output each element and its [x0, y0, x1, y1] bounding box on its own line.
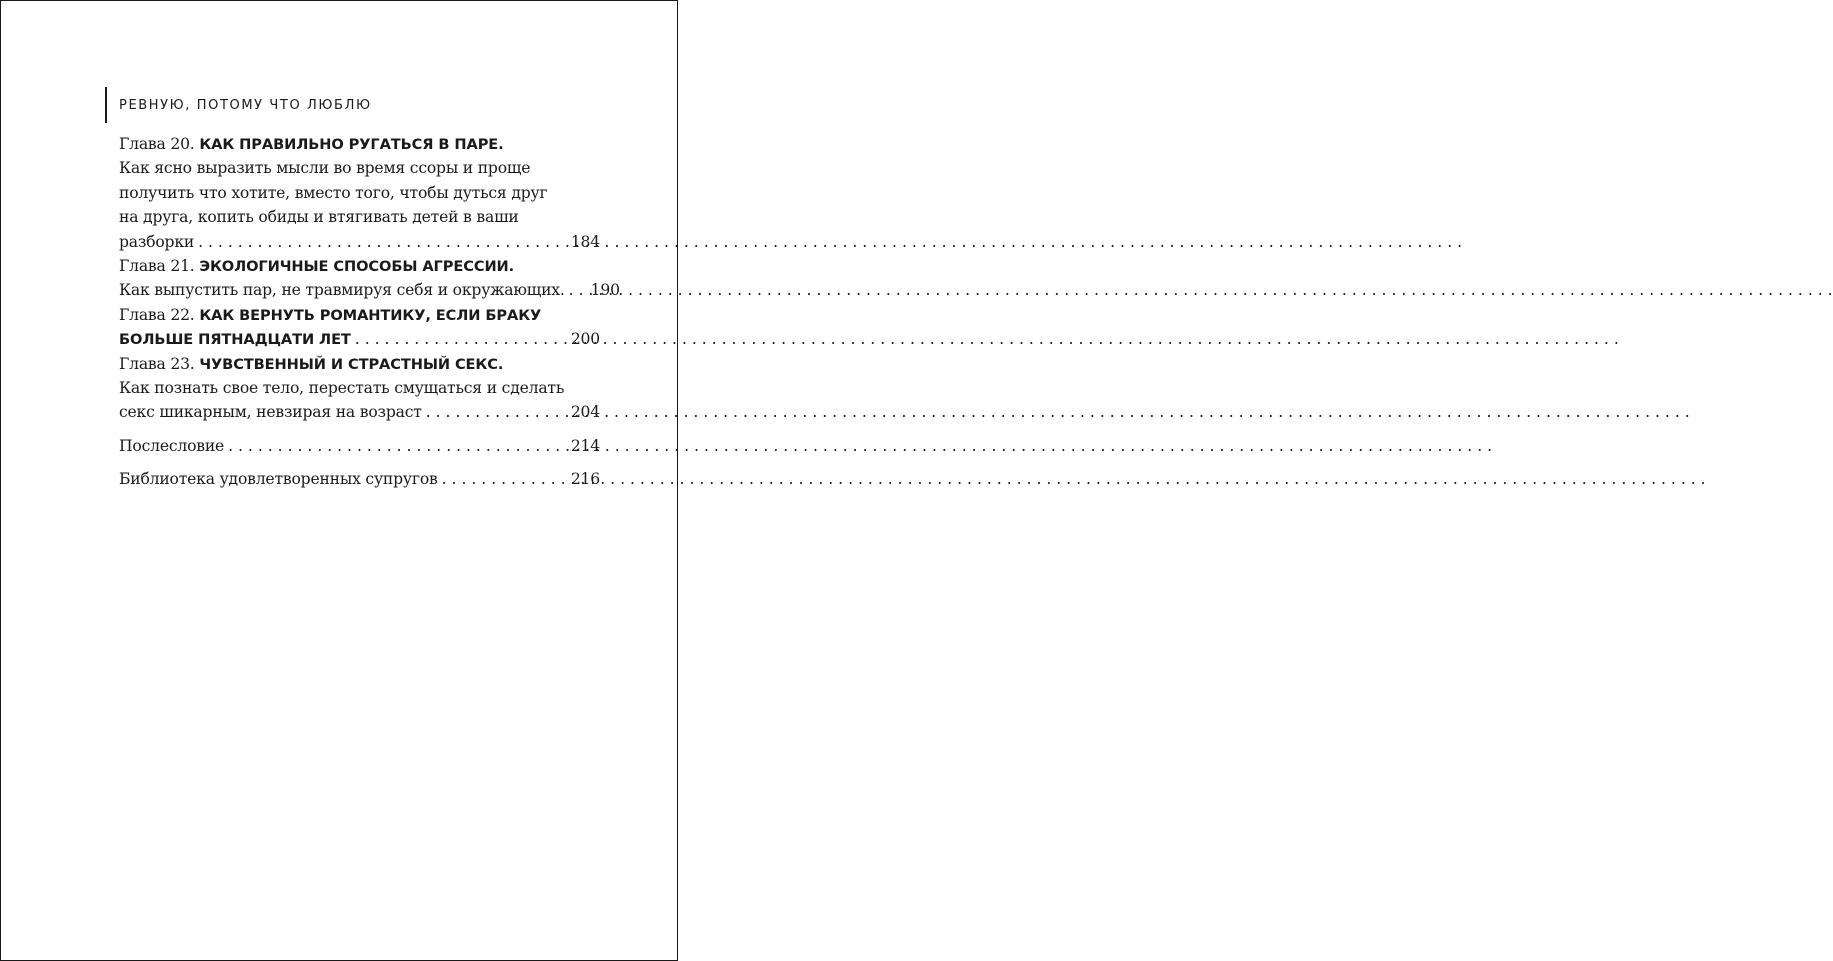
dot-leader	[565, 278, 589, 302]
page-number: 200	[570, 330, 600, 349]
toc-entry-chapter-22	[119, 303, 600, 352]
chapter-description: разборки	[119, 232, 195, 251]
chapter-title: КАК ВЕРНУТЬ РОМАНТИКУ, ЕСЛИ БРАКУ	[199, 306, 542, 324]
dot-leader	[438, 467, 569, 491]
chapter-description: на друга, копить обиды и втягивать детей в ваши	[119, 208, 519, 227]
table-of-contents	[119, 132, 620, 491]
page-number: 184	[570, 232, 600, 251]
dot-leader	[194, 230, 569, 254]
section-title: Библиотека удовлетворенных супругов	[119, 470, 438, 489]
chapter-label: Глава 21.	[119, 256, 195, 275]
toc-entry-library	[119, 467, 600, 491]
page-number: 190	[590, 281, 620, 300]
running-head-rule	[105, 87, 107, 123]
dot-leader	[351, 327, 569, 351]
toc-entry-afterword	[119, 434, 600, 458]
chapter-title: ЭКОЛОГИЧНЫЕ СПОСОБЫ АГРЕССИИ.	[199, 257, 515, 275]
chapter-title: КАК ПРАВИЛЬНО РУГАТЬСЯ В ПАРЕ.	[199, 136, 504, 153]
chapter-label: Глава 22.	[119, 305, 195, 324]
chapter-title: ЧУВСТВЕННЫЙ И СТРАСТНЫЙ СЕКС.	[199, 355, 504, 373]
toc-entry-chapter-23	[119, 352, 600, 425]
chapter-title: БОЛЬШЕ ПЯТНАДЦАТИ ЛЕТ	[119, 331, 351, 349]
chapter-description: Как познать свое тело, перестать смущаться и сделать	[119, 378, 565, 397]
dot-leader	[224, 434, 569, 458]
running-head-title: РЕВНУЮ, ПОТОМУ ЧТО ЛЮБЛЮ	[119, 97, 372, 113]
page-number: 216	[570, 470, 600, 489]
chapter-description: Как ясно выразить мысли во время ссоры и проще	[119, 159, 531, 178]
running-head	[105, 87, 372, 123]
toc-entry-chapter-20	[119, 132, 600, 254]
book-page	[0, 0, 678, 961]
section-title: Послесловие	[119, 436, 225, 455]
chapter-label: Глава 23.	[119, 354, 195, 373]
chapter-description: Как выпустить пар, не травмируя себя и окружающих.	[119, 281, 565, 300]
chapter-label: Глава 20.	[119, 135, 195, 153]
dot-leader	[422, 400, 569, 424]
chapter-description: секс шикарным, невзирая на возраст	[119, 403, 422, 422]
toc-entry-chapter-21	[119, 254, 620, 303]
page-number: 204	[570, 403, 600, 422]
page-number: 214	[570, 436, 600, 455]
chapter-description: получить что хотите, вместо того, чтобы дуться друг	[119, 183, 548, 202]
